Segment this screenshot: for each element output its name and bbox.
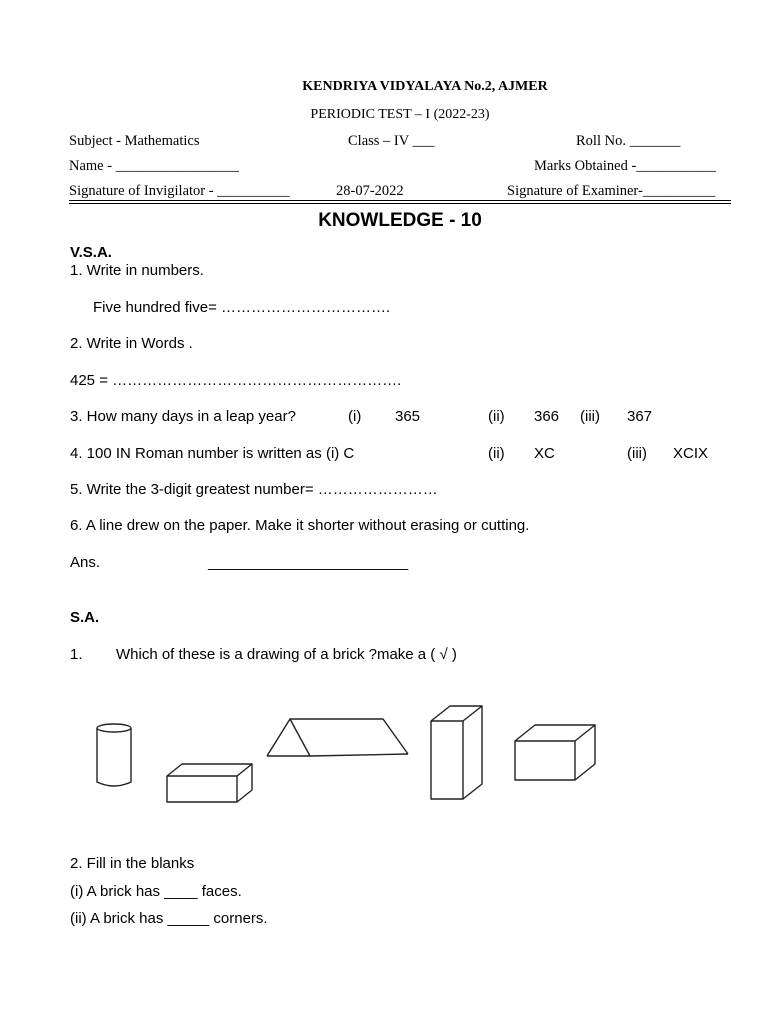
vsa-question-3: 3. How many days in a leap year? [70, 408, 296, 425]
student-name-label: Name - _________________ [69, 158, 239, 174]
vsa-title: V.S.A. [70, 244, 112, 261]
cylinder-drawing[interactable] [97, 724, 131, 786]
shape-drawings [80, 686, 620, 816]
tall-cuboid-drawing[interactable] [431, 706, 482, 799]
vsa-question-4: 4. 100 IN Roman number is written as (i) C [70, 445, 355, 462]
class-label: Class – IV ___ [348, 133, 435, 149]
sa-question-1-number: 1. [70, 646, 83, 663]
answer-label: Ans. [70, 554, 101, 571]
q3-option-3-number: (iii) [580, 408, 600, 425]
q3-option-1: 365 [395, 408, 421, 425]
sa-question-2-part-i: (i) A brick has ____ faces. [70, 883, 242, 900]
subject-label: Subject - Mathematics [69, 133, 200, 149]
header-divider-bottom [69, 203, 731, 204]
vsa-question-6: 6. A line drew on the paper. Make it shorter without erasing or cutting. [70, 517, 530, 534]
invigilator-signature-label: Signature of Invigilator - __________ [69, 183, 290, 199]
sa-question-1: Which of these is a drawing of a brick ?make a ( √ ) [116, 646, 457, 663]
examiner-signature-label: Signature of Examiner-__________ [507, 183, 716, 199]
roll-number-label: Roll No. _______ [576, 133, 681, 149]
test-title: PERIODIC TEST – I (2022-23) [310, 107, 490, 122]
sa-question-2-part-ii: (ii) A brick has _____ corners. [70, 910, 268, 927]
q4-option-2: XC [534, 445, 555, 462]
vsa-question-5: 5. Write the 3-digit greatest number= …………………… [70, 481, 438, 498]
cuboid-drawing[interactable] [515, 725, 595, 780]
q4-option-2-number: (ii) [488, 445, 505, 462]
flat-cuboid-drawing[interactable] [167, 764, 252, 802]
school-name: KENDRIYA VIDYALAYA No.2, AJMER [302, 79, 548, 94]
sa-title: S.A. [70, 609, 100, 626]
marks-obtained-label: Marks Obtained -___________ [534, 158, 717, 174]
test-date: 28-07-2022 [336, 183, 404, 199]
header-divider-top [69, 200, 731, 201]
q3-option-2-number: (ii) [488, 408, 505, 425]
sa-question-2: 2. Fill in the blanks [70, 855, 195, 872]
vsa-question-1-answer-line: Five hundred five= ……………………………. [93, 299, 391, 316]
q4-option-3: XCIX [673, 445, 709, 462]
vsa-question-2-answer-line: 425 = …………………………………………………. [70, 372, 402, 389]
triangular-prism-drawing[interactable] [267, 719, 408, 756]
q3-option-3: 367 [627, 408, 653, 425]
vsa-question-2: 2. Write in Words . [70, 335, 193, 352]
q3-option-2: 366 [534, 408, 560, 425]
q4-option-3-number: (iii) [627, 445, 647, 462]
section-heading: KNOWLEDGE - 10 [318, 210, 482, 231]
answer-blank-line: ________________________ [208, 554, 409, 571]
vsa-question-1: 1. Write in numbers. [70, 262, 204, 279]
q3-option-1-number: (i) [348, 408, 362, 425]
